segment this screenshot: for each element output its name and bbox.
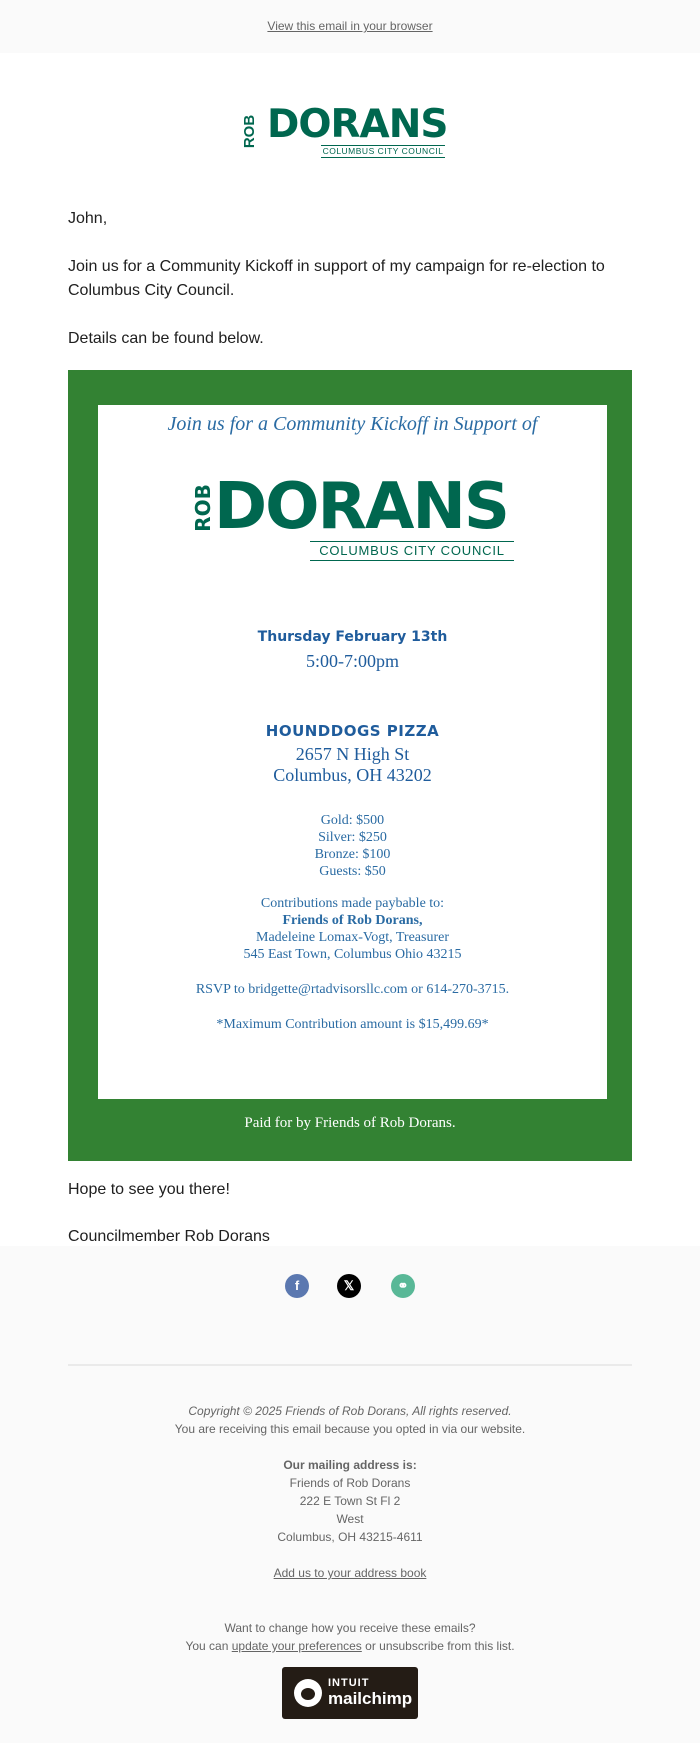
preheader [0,0,700,53]
view-in-browser-link[interactable]: View this email in your browser [267,19,433,33]
logo-rob: ROB [241,114,258,149]
mailchimp-logo-icon [294,1679,322,1707]
link-icon[interactable]: ⚭ [391,1274,415,1298]
flyer-card [98,405,607,1099]
details-paragraph: Details can be found below. [68,330,264,347]
payee: Friends of Rob Dorans, [282,913,423,928]
unsubscribe-text: or unsubscribe from this list. [365,1639,515,1653]
email-footer [0,1246,700,1743]
x-icon[interactable]: 𝕏 [337,1274,361,1298]
address-line: 222 E Town St Fl 2 [299,1494,401,1508]
address-line: Friends of Rob Dorans [289,1476,411,1490]
venue-address-line1: 2657 N High St [295,744,410,764]
intro-paragraph: Join us for a Community Kickoff in support of my campaign for re-election to Columbus City Council. [68,258,605,299]
treasurer: Madeleine Lomax-Vogt, Treasurer [256,930,449,945]
facebook-icon[interactable]: f [285,1274,309,1298]
badge-line1: INTUIT [328,1677,370,1689]
preferences-row [0,1637,700,1655]
you-can-text: You can [185,1639,229,1653]
mailchimp-badge[interactable] [282,1667,418,1719]
social-links [0,1274,700,1300]
greeting: John, [68,210,108,227]
event-time: 5:00-7:00pm [306,651,399,671]
tier-gold: Gold: $500 [320,813,385,828]
event-date: Thursday February 13th [257,629,448,645]
logo-subtitle: COLUMBUS CITY COUNCIL [322,146,444,156]
flyer-logo-rob: ROB [191,484,215,532]
max-contribution: *Maximum Contribution amount is $15,499.69* [216,1017,489,1032]
change-prompt: Want to change how you receive these emails? [224,1621,476,1635]
flyer-logo-name: DORANS [214,470,508,544]
flyer-logo-subtitle: COLUMBUS CITY COUNCIL [310,541,514,561]
badge-line2: mailchimp [328,1689,413,1708]
flyer-logo [191,470,522,565]
logo-name: DORANS [267,102,448,147]
tier-silver: Silver: $250 [318,830,387,845]
header-logo [241,102,450,167]
signature: Councilmember Rob Dorans [68,1228,270,1245]
event-flyer [68,370,632,1161]
opt-in-reason: You are receiving this email because you opted in via our website. [174,1422,526,1436]
closing-line: Hope to see you there! [68,1181,230,1198]
add-to-address-book-link[interactable]: Add us to your address book [273,1566,427,1580]
footer-divider [68,1364,632,1366]
flyer-headline: Join us for a Community Kickoff in Support of [167,413,538,435]
contributions-label: Contributions made paybable to: [260,896,445,911]
tier-bronze: Bronze: $100 [314,847,391,862]
venue-address-line2: Columbus, OH 43202 [273,765,432,785]
address-line: West [336,1512,364,1526]
mailing-address-label: Our mailing address is: [283,1458,417,1472]
email-body [0,53,700,1246]
address-book-row [0,1564,700,1582]
tier-guests: Guests: $50 [319,864,386,879]
address-line: Columbus, OH 43215-4611 [277,1530,423,1544]
payee-address: 545 East Town, Columbus Ohio 43215 [243,947,462,962]
copyright: Copyright © 2025 Friends of Rob Dorans, All rights reserved. [188,1404,512,1418]
update-preferences-link[interactable]: update your preferences [231,1639,362,1653]
event-venue: HOUNDDOGS PIZZA [265,722,440,740]
paid-for-disclaimer: Paid for by Friends of Rob Dorans. [244,1115,456,1131]
rsvp-info: RSVP to bridgette@rtadvisorsllc.com or 614-270-3715. [195,982,510,997]
